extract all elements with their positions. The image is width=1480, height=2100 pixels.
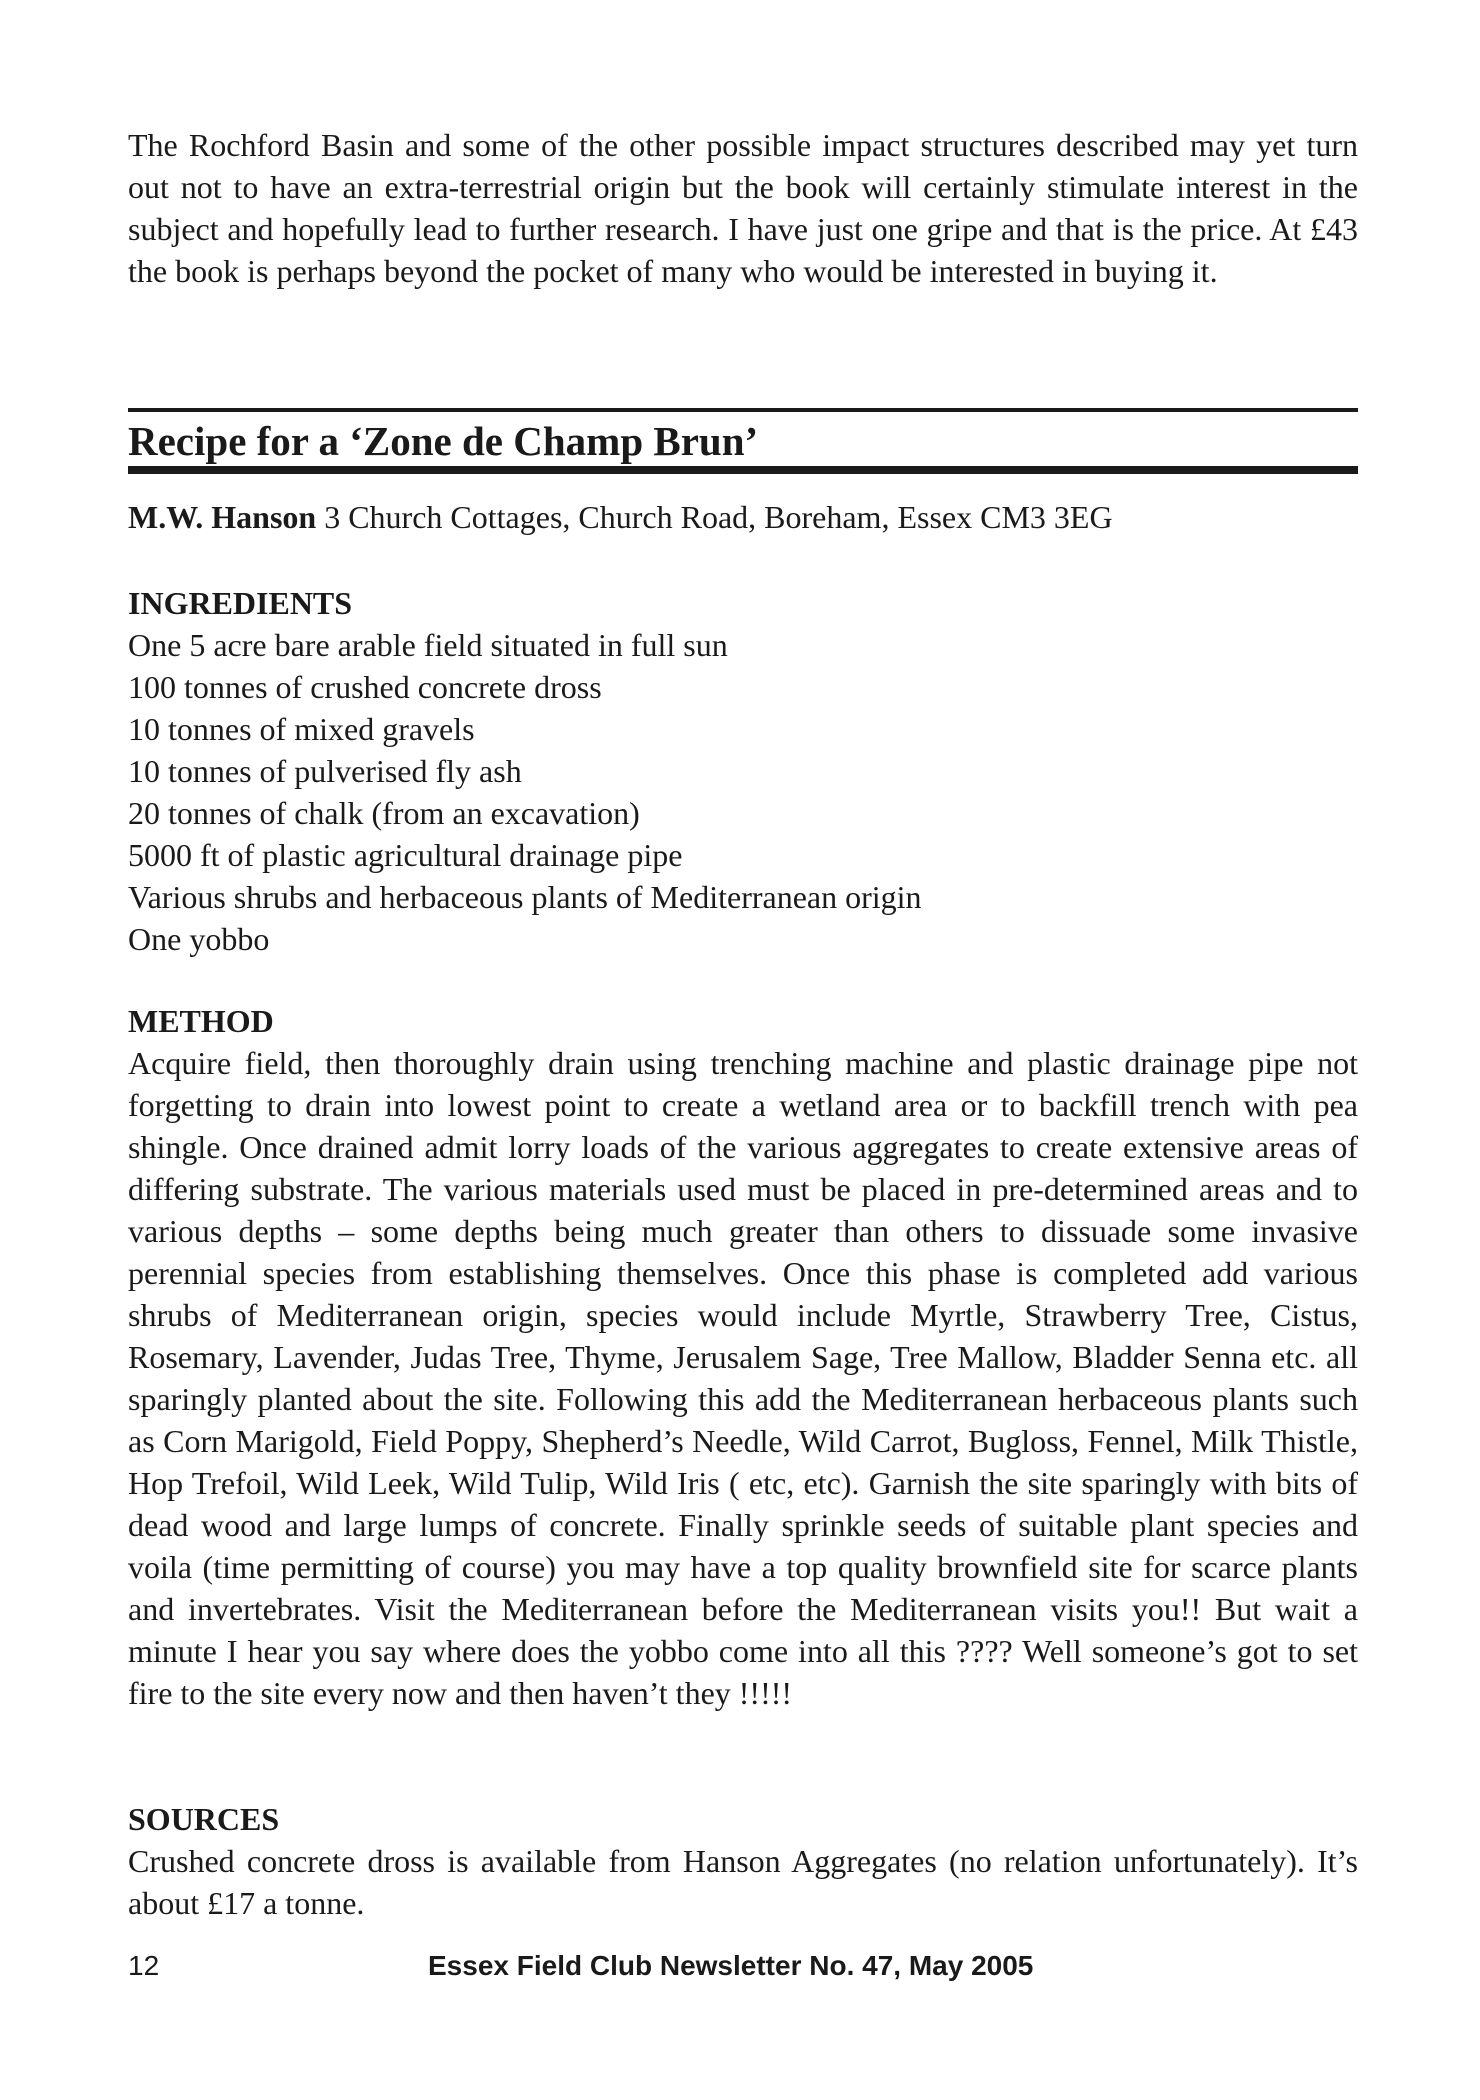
intro-paragraph: The Rochford Basin and some of the other possible impact structures described may yet turn out not to have an extra-terrestrial origin but the book will certainly stimulate interest in the subject and hopefully lead to further research. I have just one gripe and that is the price. At £43 the book is perhaps beyond the pocket of many who would be interested in buying it. bbox=[128, 127, 1358, 289]
intro-section bbox=[128, 124, 1358, 292]
page-number: 12 bbox=[128, 1950, 160, 1981]
author-line bbox=[128, 496, 1358, 538]
sources-section bbox=[128, 1798, 1358, 1924]
sources-heading: SOURCES bbox=[128, 1801, 280, 1837]
ingredient-item: Various shrubs and herbaceous plants of Mediterranean origin bbox=[128, 879, 922, 915]
ingredient-item: 10 tonnes of mixed gravels bbox=[128, 711, 475, 747]
ingredients-section bbox=[128, 582, 1358, 960]
ingredient-item: 100 tonnes of crushed concrete dross bbox=[128, 669, 602, 705]
ingredient-item: 10 tonnes of pulverised fly ash bbox=[128, 753, 522, 789]
article-title: Recipe for a ‘Zone de Champ Brun’ bbox=[128, 418, 759, 464]
ingredient-item: One yobbo bbox=[128, 921, 270, 957]
method-heading: METHOD bbox=[128, 1003, 274, 1039]
author-name: M.W. Hanson bbox=[128, 499, 317, 535]
ingredient-item: 20 tonnes of chalk (from an excavation) bbox=[128, 795, 640, 831]
method-section bbox=[128, 1000, 1358, 1714]
ingredient-item: 5000 ft of plastic agricultural drainage pipe bbox=[128, 837, 683, 873]
author-address: 3 Church Cottages, Church Road, Boreham, Essex CM3 3EG bbox=[316, 499, 1113, 535]
ingredients-heading: INGREDIENTS bbox=[128, 585, 353, 621]
publication-title: Essex Field Club Newsletter No. 47, May 2005 bbox=[428, 1950, 1034, 1981]
method-paragraph: Acquire field, then thoroughly drain using trenching machine and plastic drainage pipe not forgetting to drain into lowest point to create a wetland area or to backfill trench with pea shingle. Once drained admit lorry loads of the various aggregates to create extensive areas of differing substrate. The various materials used must be placed in pre-determined areas and to various depths – some depths being much greater than others to dissuade some invasive perennial species from establishing themselves. Once this phase is completed add various shrubs of Mediterranean origin, species would include Myrtle, Strawberry Tree, Cistus, Rosemary, Lavender, Judas Tree, Thyme, Jerusalem Sage, Tree Mallow, Bladder Senna etc. all sparingly planted about the site. Following this add the Mediterranean herbaceous plants such as Corn Marigold, Field Poppy, Shepherd’s Needle, Wild Carrot, Bugloss, Fennel, Milk Thistle, Hop Trefoil, Wild Leek, Wild Tulip, Wild Iris ( etc, etc). Garnish the site sparingly with bits of dead wood and large lumps of concrete. Finally sprinkle seeds of suitable plant species and voila (time permitting of course) you may have a top quality brownfield site for scarce plants and invertebrates. Visit the Mediterranean before the Mediterranean visits you!! But wait a minute I hear you say where does the yobbo come into all this ???? Well someone’s got to set fire to the site every now and then haven’t they !!!!! bbox=[128, 1045, 1358, 1711]
heading-rule-bottom bbox=[128, 466, 1358, 474]
page-footer bbox=[128, 1950, 1358, 1990]
sources-paragraph: Crushed concrete dross is available from Hanson Aggregates (no relation unfortunately). It’s about £17 a tonne. bbox=[128, 1843, 1358, 1921]
heading-rule-top bbox=[128, 408, 1358, 412]
ingredient-item: One 5 acre bare arable field situated in full sun bbox=[128, 627, 728, 663]
